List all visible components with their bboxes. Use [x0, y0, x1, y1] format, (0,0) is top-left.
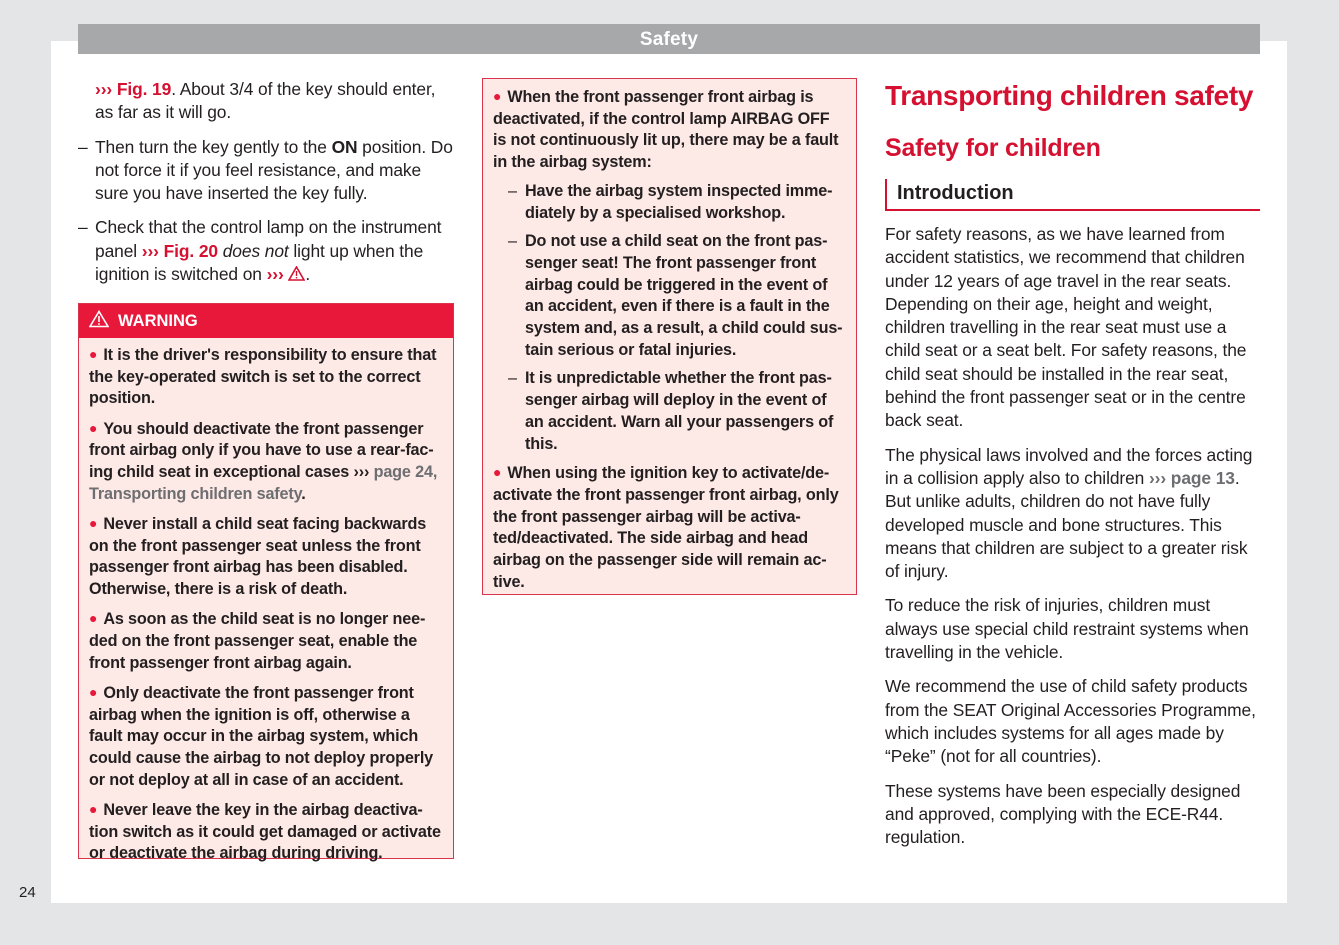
page-13-link[interactable]: page 13 — [1170, 467, 1235, 488]
warning-item: ● Never install a child seat facing backwards on the front passenger seat unless the front passenger front airbag has been disabled. Otherwise, there is a risk of death. — [89, 514, 427, 599]
bullet-icon: ● — [89, 346, 98, 362]
warning-item: ● Only deactivate the front passenger front airbag when the ignition is off, otherwise a fault may occur in the airbag system, which could cause the airbag to not deploy properly or not deploy at all in case of an accident. — [89, 683, 434, 789]
warning-item: ● Never leave the key in the airbag deactivation switch as it could get damaged or activate or deactivate the airbag during driving. — [89, 800, 441, 863]
bullet-icon: ● — [493, 464, 502, 481]
bullet-icon: ● — [89, 800, 98, 817]
intro-paragraph: ››› Fig. 19. About 3/4 of the key should enter, as far as it will go. — [95, 79, 436, 123]
page-number: 24 — [19, 884, 36, 901]
paragraph: For safety reasons, as we have learned from accident statistics, we recommend that children under 12 years of age travel in the rear seats. Depending on their age, height and weight, children travelling in the rear seat must use a child seat or a seat belt. For safety reasons, the child seat should be installed in the rear seat, behind the front passenger seat or in the centre back seat. — [885, 224, 1247, 431]
warning-item: ● It is the driver's responsibility to ensure that the key-operated switch is set to the correct position. — [89, 346, 437, 408]
arrows-icon: ››› — [266, 264, 284, 285]
page-24-link[interactable]: page 24, Transporting children safety — [89, 463, 438, 503]
section-header: Safety — [78, 24, 1260, 54]
paragraph: We recommend the use of child safety products from the SEAT Original Accessories Programme, which includes systems for all ages made by “Peke” (not for all countries). — [885, 676, 1256, 767]
arrows-icon: ››› — [141, 240, 159, 261]
warning-subitem: – Have the airbag system inspected immediately by a specialised workshop. — [508, 181, 833, 222]
warning-header — [79, 304, 453, 338]
step-turn-key: – Then turn the key gently to the ON position. Do not force it if you feel resistance, and make sure you have inserted the key fully. — [78, 136, 453, 204]
warning-item: ● When using the ignition key to activate/deactivate the front passenger front airbag, only the front passenger airbag will be activated/deactivated. The side airbag and head airbag on the passenger side will remain active. — [493, 464, 839, 591]
bullet-icon: ● — [89, 683, 98, 700]
warning-title: WARNING — [118, 311, 198, 330]
warning-box — [78, 303, 454, 863]
bullet-icon: ● — [493, 88, 502, 104]
warning-subitem: – Do not use a child seat on the front passenger seat! The front passenger front airbag could be triggered in the event of an accident, even if there is a fault in the system and, as a result, a child could sustain serious or fatal injuries. — [508, 232, 843, 359]
warning-box-continued — [482, 78, 857, 595]
fig-20-link[interactable]: Fig. 20 — [163, 240, 218, 261]
warning-item: ● You should deactivate the front passenger front airbag only if you have to use a rear-facing child seat in exceptional cases ››› page 24, Transporting children safety. — [89, 419, 438, 503]
arrows-icon: ››› — [353, 463, 370, 482]
chapter-title: Transporting children safety — [885, 80, 1254, 111]
warning-item: ● When the front passenger front airbag is deactivated, if the control lamp AIRBAG OFF is not continuously lit up, there may be a fault in the airbag system: — [493, 88, 839, 172]
arrows-icon: ››› — [95, 79, 113, 99]
paragraph: The physical laws involved and the forces acting in a collision apply also to children ››› page 13. But unlike adults, children do not have fully developed muscle and bone structures. This means that children are subject to a greater risk of injury. — [885, 444, 1253, 582]
arrows-icon: ››› — [1148, 467, 1167, 488]
warning-list — [79, 338, 453, 865]
bullet-icon: ● — [89, 514, 98, 531]
fig-19-link[interactable]: Fig. 19 — [116, 79, 172, 99]
column-left — [78, 78, 454, 297]
column-right — [885, 74, 1260, 860]
bullet-icon: ● — [89, 419, 98, 436]
warning-triangle-icon — [89, 310, 118, 333]
subsection-title: Introduction — [885, 179, 1260, 211]
section-title: Safety for children — [885, 134, 1101, 162]
paragraph: To reduce the risk of injuries, children must always use special child restraint systems when travelling in the vehicle. — [885, 595, 1249, 663]
step-check-lamp: – Check that the control lamp on the instrument panel ››› Fig. 20 does not light up when the ignition is switched on ››› . — [78, 217, 442, 285]
warning-triangle-icon[interactable] — [288, 264, 305, 284]
bullet-icon: ● — [89, 610, 98, 627]
warning-subitem: – It is unpredictable whether the front passenger airbag will deploy in the event of an accident. Warn all your passengers of this. — [508, 369, 834, 453]
paragraph: These systems have been especially designed and approved, complying with the ECE-R44. regulation. — [885, 780, 1241, 848]
warning-item: ● As soon as the child seat is no longer needed on the front passenger seat, enable the front passenger front airbag again. — [89, 610, 426, 672]
